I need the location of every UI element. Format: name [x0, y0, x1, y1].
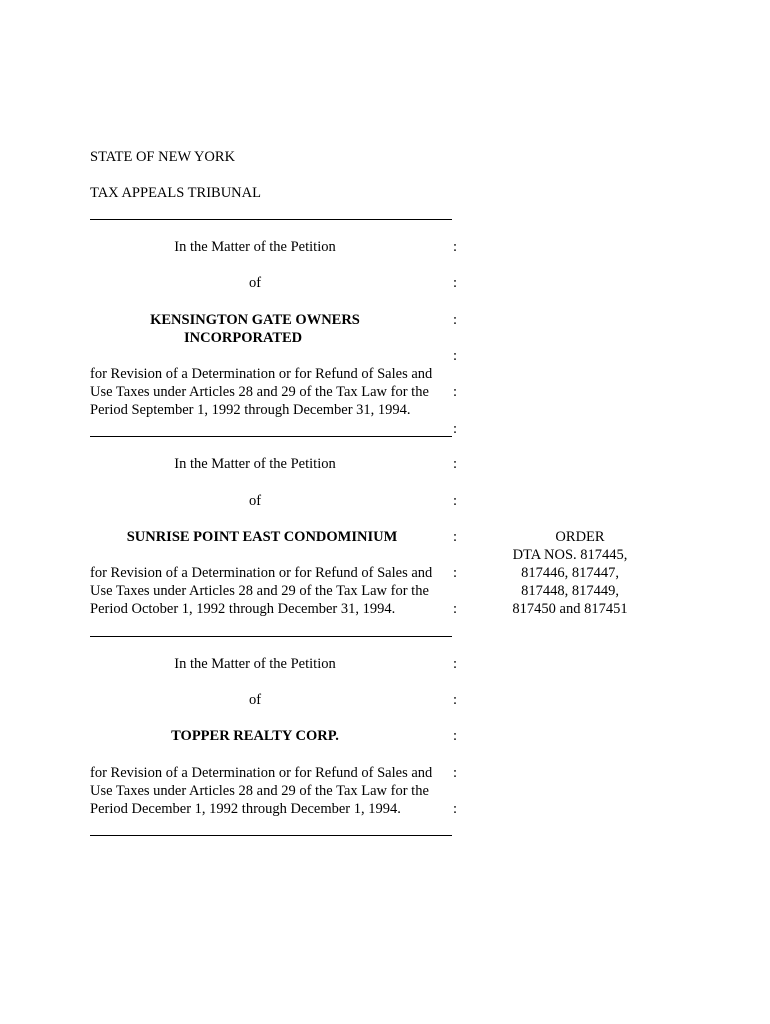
purpose-line: Period September 1, 1992 through December 31, 1994. [90, 402, 411, 418]
tribunal-heading: TAX APPEALS TRIBUNAL [90, 185, 261, 201]
colon-marker: : [453, 384, 458, 400]
state-heading: STATE OF NEW YORK [90, 149, 236, 165]
purpose-line: Use Taxes under Articles 28 and 29 of the Tax Law for the [90, 384, 429, 400]
matter-of: of [248, 692, 262, 708]
matter-intro: In the Matter of the Petition [174, 656, 336, 672]
matter-intro: In the Matter of the Petition [174, 456, 336, 472]
colon-marker: : [453, 565, 458, 581]
purpose-line: Use Taxes under Articles 28 and 29 of the Tax Law for the [90, 783, 429, 799]
colon-marker: : [453, 656, 458, 672]
purpose-line: Use Taxes under Articles 28 and 29 of the Tax Law for the [90, 583, 429, 599]
dta-numbers-line: 817450 and 817451 [512, 601, 628, 617]
purpose-line: for Revision of a Determination or for Refund of Sales and [90, 366, 433, 382]
colon-marker: : [453, 529, 458, 545]
petitioner-name: SUNRISE POINT EAST CONDOMINIUM [126, 529, 398, 545]
divider [90, 219, 452, 220]
colon-marker: : [453, 601, 458, 617]
colon-marker: : [453, 456, 458, 472]
purpose-line: for Revision of a Determination or for Refund of Sales and [90, 565, 433, 581]
colon-marker: : [453, 421, 458, 437]
matter-of: of [248, 275, 262, 291]
colon-marker: : [453, 239, 458, 255]
dta-numbers-line: 817446, 817447, [521, 565, 619, 581]
divider [90, 835, 452, 836]
colon-marker: : [453, 275, 458, 291]
colon-marker: : [453, 728, 458, 744]
divider [90, 636, 452, 637]
petitioner-name: KENSINGTON GATE OWNERS [150, 312, 360, 328]
order-block [500, 528, 660, 618]
purpose-line: Period December 1, 1992 through December 1, 1994. [90, 801, 401, 817]
colon-marker: : [453, 493, 458, 509]
colon-marker: : [453, 765, 458, 781]
colon-marker: : [453, 692, 458, 708]
colon-marker: : [453, 312, 458, 328]
purpose-line: for Revision of a Determination or for Refund of Sales and [90, 765, 433, 781]
colon-marker: : [453, 801, 458, 817]
colon-marker: : [453, 348, 458, 364]
purpose-line: Period October 1, 1992 through December 31, 1994. [90, 601, 396, 617]
divider [90, 436, 452, 437]
dta-numbers-line: 817448, 817449, [521, 583, 619, 599]
dta-numbers-line: DTA NOS. 817445, [512, 547, 628, 563]
petitioner-name: TOPPER REALTY CORP. [171, 728, 339, 744]
matter-of: of [248, 493, 262, 509]
petitioner-name-continued: INCORPORATED [184, 330, 303, 346]
order-title: ORDER [555, 529, 605, 545]
matter-intro: In the Matter of the Petition [174, 239, 336, 255]
